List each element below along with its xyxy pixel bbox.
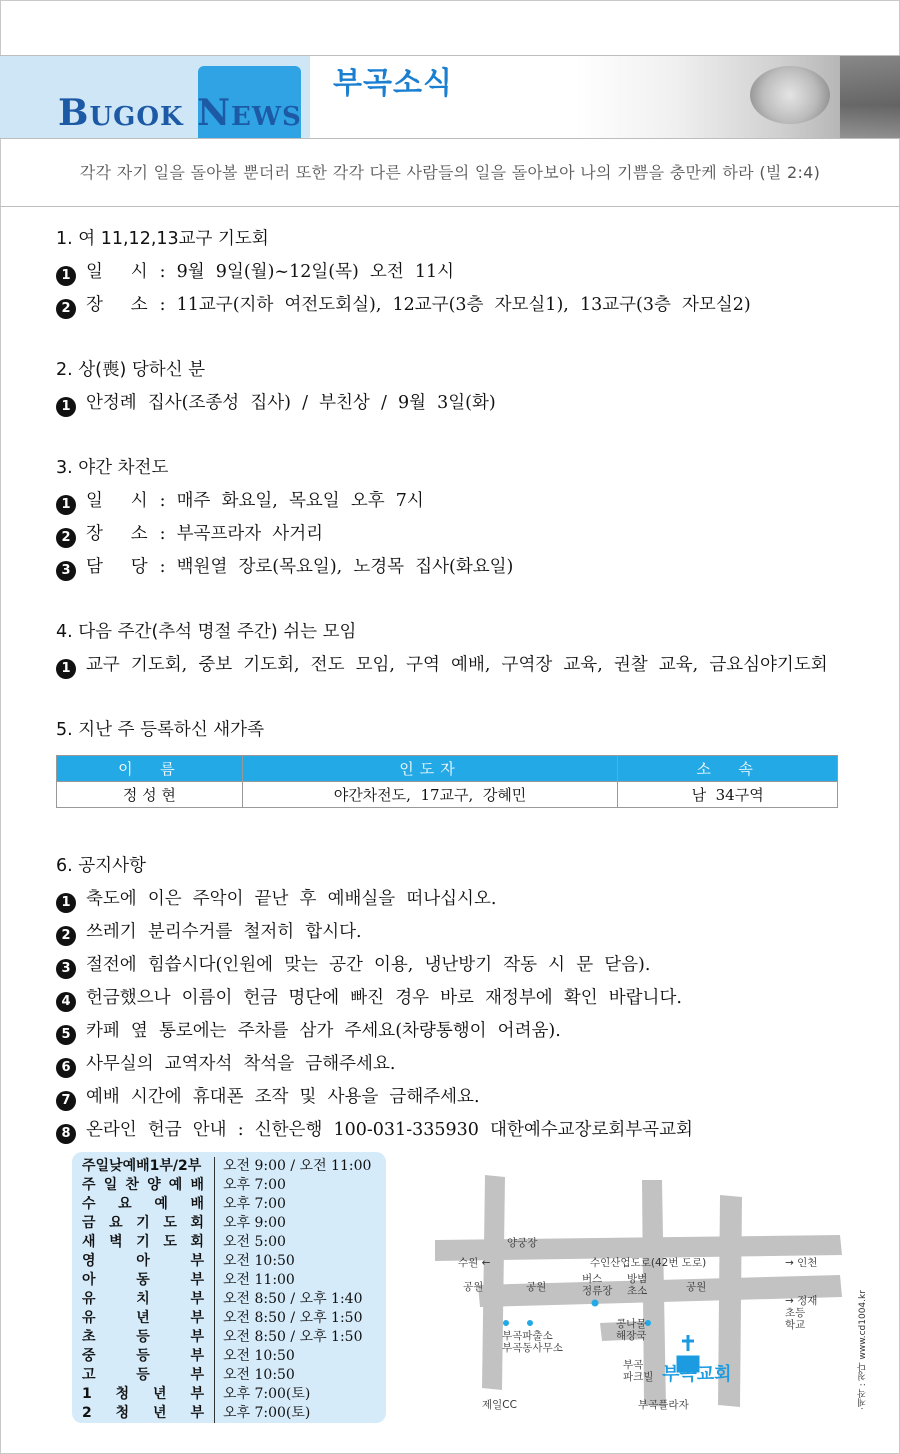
map-label-incheon: → 인천: [785, 1257, 818, 1269]
tree-stump-image: [750, 66, 830, 124]
schedule-row: [82, 1290, 378, 1309]
credit-text: ·제작 : 청다 www.cd1004.kr: [858, 1290, 868, 1410]
schedule-row: [82, 1157, 378, 1176]
schedule-time: 오후 7:00: [214, 1176, 286, 1195]
number-badge: 5: [56, 1025, 76, 1045]
schedule-time: 오후 7:00(토): [214, 1404, 310, 1423]
schedule-name: 고 등 부: [82, 1367, 204, 1383]
section-gap: [56, 420, 856, 452]
schedule-row: [82, 1233, 378, 1252]
item-text: 온라인 헌금 안내 : 신한은행 100-031-335930 대한예수교장로회부곡교회: [86, 1120, 693, 1140]
schedule-row: [82, 1195, 378, 1214]
item-text: : 백원열 장로(목요일), 노경목 집사(화요일): [159, 557, 514, 577]
list-item: [56, 649, 856, 682]
schedule-time: 오전 8:50 / 오후 1:40: [214, 1290, 363, 1309]
schedule-row: [82, 1176, 378, 1195]
number-badge: 2: [56, 528, 76, 548]
list-item: [56, 485, 856, 518]
section-title: 6. 공지사항: [56, 856, 146, 876]
map-label-police: 부곡파출소 부곡동사무소: [502, 1330, 563, 1354]
map-label-yanggongjang: 양궁장: [507, 1237, 538, 1249]
map-label-park1: 공원: [463, 1281, 484, 1293]
list-item: [56, 949, 856, 982]
number-badge: 6: [56, 1058, 76, 1078]
section-5: [56, 714, 856, 808]
item-text: 카페 옆 통로에는 주차를 삼가 주세요(차량통행이 어려움).: [86, 1021, 561, 1041]
map-label-parkville: 부곡 파크빌: [623, 1359, 654, 1383]
bible-verse: 각각 자기 일을 돌아볼 뿐더러 또한 각각 다른 사람들의 일을 돌아보아 나의 기쁨을 충만케 하라 (빌 2:4): [0, 139, 900, 207]
item-label: 장 소: [86, 295, 148, 315]
table-header: 소 속: [618, 756, 838, 782]
number-badge: 1: [56, 397, 76, 417]
map-label-plaza: 부곡플라자: [638, 1399, 689, 1411]
table-header: 인도자: [242, 756, 618, 782]
section-2: [56, 354, 856, 420]
section-6: [56, 850, 856, 1147]
number-badge: 2: [56, 299, 76, 319]
list-item: [56, 982, 856, 1015]
number-badge: 1: [56, 659, 76, 679]
number-badge: 2: [56, 926, 76, 946]
schedule-row: [82, 1309, 378, 1328]
section-gap: [56, 682, 856, 714]
number-badge: 1: [56, 266, 76, 286]
map-label-bus: 버스 정류장: [582, 1273, 613, 1297]
item-text: 축도에 이은 주악이 끝난 후 예배실을 떠나십시오.: [86, 889, 497, 909]
number-badge: 8: [56, 1124, 76, 1144]
section-gap: [56, 322, 856, 354]
schedule-name: 영 아 부: [82, 1253, 204, 1269]
schedule-name: 유 치 부: [82, 1291, 204, 1307]
church-map: [430, 1175, 850, 1425]
schedule-row: [82, 1385, 378, 1404]
schedule-row: [82, 1252, 378, 1271]
schedule-time: 오전 8:50 / 오후 1:50: [214, 1309, 363, 1328]
number-badge: 1: [56, 893, 76, 913]
schedule-name: 아 동 부: [82, 1272, 204, 1288]
schedule-time: 오전 10:50: [214, 1366, 295, 1385]
section-title: 2. 상(喪) 당하신 분: [56, 360, 206, 380]
list-item: [56, 1114, 856, 1147]
schedule-name: 새 벽 기 도 회: [82, 1234, 204, 1250]
section-gap: [56, 584, 856, 616]
schedule-time: 오전 5:00: [214, 1233, 286, 1252]
item-text: 안정례 집사(조종성 집사) / 부친상 / 9월 3일(화): [86, 393, 496, 413]
schedule-name: 초 등 부: [82, 1329, 204, 1345]
item-text: 헌금했으나 이름이 헌금 명단에 빠진 경우 바로 재정부에 확인 바랍니다.: [86, 988, 682, 1008]
section-4: [56, 616, 856, 682]
schedule-name: 주일낮예배1부/2부: [82, 1158, 202, 1174]
list-item: [56, 387, 856, 420]
schedule-row: [82, 1328, 378, 1347]
map-label-crime: 방범 초소: [627, 1273, 648, 1297]
list-item: [56, 916, 856, 949]
schedule-time: 오후 7:00: [214, 1195, 286, 1214]
item-text: 절전에 힘씁시다(인원에 맞는 공간 이용, 냉난방기 작동 시 문 닫음).: [86, 955, 651, 975]
page-title: 부곡소식: [333, 66, 453, 101]
list-item: [56, 1015, 856, 1048]
schedule-name: 금 요 기 도 회: [82, 1215, 204, 1231]
map-label-jeil: 제일CC: [482, 1399, 517, 1411]
map-label-park3: 공원: [686, 1281, 707, 1293]
new-family-table: [56, 755, 838, 808]
table-row: [57, 782, 838, 808]
worship-schedule: [72, 1152, 386, 1423]
list-item: [56, 518, 856, 551]
schedule-time: 오전 11:00: [214, 1271, 295, 1290]
schedule-name: 수 요 예 배: [82, 1196, 204, 1212]
list-item: [56, 551, 856, 584]
schedule-row: [82, 1214, 378, 1233]
section-title: 4. 다음 주간(추석 명절 주간) 쉬는 모임: [56, 622, 357, 642]
brand-logo: BUGOK NEWS: [58, 92, 302, 134]
number-badge: 3: [56, 959, 76, 979]
schedule-row: [82, 1366, 378, 1385]
item-label: 일 시: [86, 262, 148, 282]
schedule-time: 오후 9:00: [214, 1214, 286, 1233]
list-item: [56, 1081, 856, 1114]
section-gap: [56, 808, 856, 850]
schedule-name: 주 일 찬 양 예 배: [82, 1177, 204, 1193]
section-1: [56, 223, 856, 322]
list-item: [56, 256, 856, 289]
schedule-time: 오전 10:50: [214, 1252, 295, 1271]
schedule-row: [82, 1271, 378, 1290]
number-badge: 1: [56, 495, 76, 515]
map-label-bean: 콩나물 해장국: [616, 1318, 647, 1342]
map-label-road: 수인산업도로(42번 도로): [590, 1257, 707, 1269]
schedule-time: 오전 9:00 / 오전 11:00: [214, 1157, 371, 1176]
table-cell: 정 성 현: [57, 782, 243, 808]
schedule-name: 1 청 년 부: [82, 1386, 204, 1402]
section-title: 3. 야간 차전도: [56, 458, 169, 478]
item-text: : 부곡프라자 사거리: [159, 524, 324, 544]
item-text: : 매주 화요일, 목요일 오후 7시: [159, 491, 424, 511]
map-label-church: 부곡교회: [662, 1364, 732, 1385]
table-cell: 야간차전도, 17교구, 강혜민: [242, 782, 618, 808]
number-badge: 4: [56, 992, 76, 1012]
schedule-row: [82, 1404, 378, 1423]
schedule-time: 오후 7:00(토): [214, 1385, 310, 1404]
header-banner: [0, 55, 900, 139]
item-label: 장 소: [86, 524, 148, 544]
item-label: 일 시: [86, 491, 148, 511]
item-text: : 11교구(지하 여전도회실), 12교구(3층 자모실1), 13교구(3층 자모실2): [159, 295, 751, 315]
table-header: 이 름: [57, 756, 243, 782]
item-text: 교구 기도회, 중보 기도회, 전도 모임, 구역 예배, 구역장 교육, 권찰 교육, 금요심야기도회: [86, 655, 828, 675]
map-label-park2: 공원: [526, 1281, 547, 1293]
item-label: 담 당: [86, 557, 148, 577]
list-item: [56, 1048, 856, 1081]
list-item: [56, 289, 856, 322]
news-content: [56, 223, 856, 1147]
item-text: : 9월 9일(월)~12일(목) 오전 11시: [159, 262, 455, 282]
map-label-suwon: 수원 ←: [458, 1257, 491, 1269]
item-text: 사무실의 교역자석 착석을 금해주세요.: [86, 1054, 396, 1074]
schedule-row: [82, 1347, 378, 1366]
number-badge: 7: [56, 1091, 76, 1111]
rock-image: [840, 56, 900, 138]
schedule-name: 2 청 년 부: [82, 1405, 204, 1421]
schedule-time: 오전 8:50 / 오후 1:50: [214, 1328, 363, 1347]
section-3: [56, 452, 856, 584]
list-item: [56, 883, 856, 916]
schedule-name: 유 년 부: [82, 1310, 204, 1326]
item-text: 예배 시간에 휴대폰 조작 및 사용을 금해주세요.: [86, 1087, 480, 1107]
section-title: 1. 여 11,12,13교구 기도회: [56, 229, 269, 249]
table-cell: 남 34구역: [618, 782, 838, 808]
number-badge: 3: [56, 561, 76, 581]
schedule-name: 중 등 부: [82, 1348, 204, 1364]
section-title: 5. 지난 주 등록하신 새가족: [56, 720, 264, 740]
schedule-time: 오전 10:50: [214, 1347, 295, 1366]
item-text: 쓰레기 분리수거를 철저히 합시다.: [86, 922, 362, 942]
map-label-jeongja: → 정재 초등 학교: [785, 1295, 818, 1331]
